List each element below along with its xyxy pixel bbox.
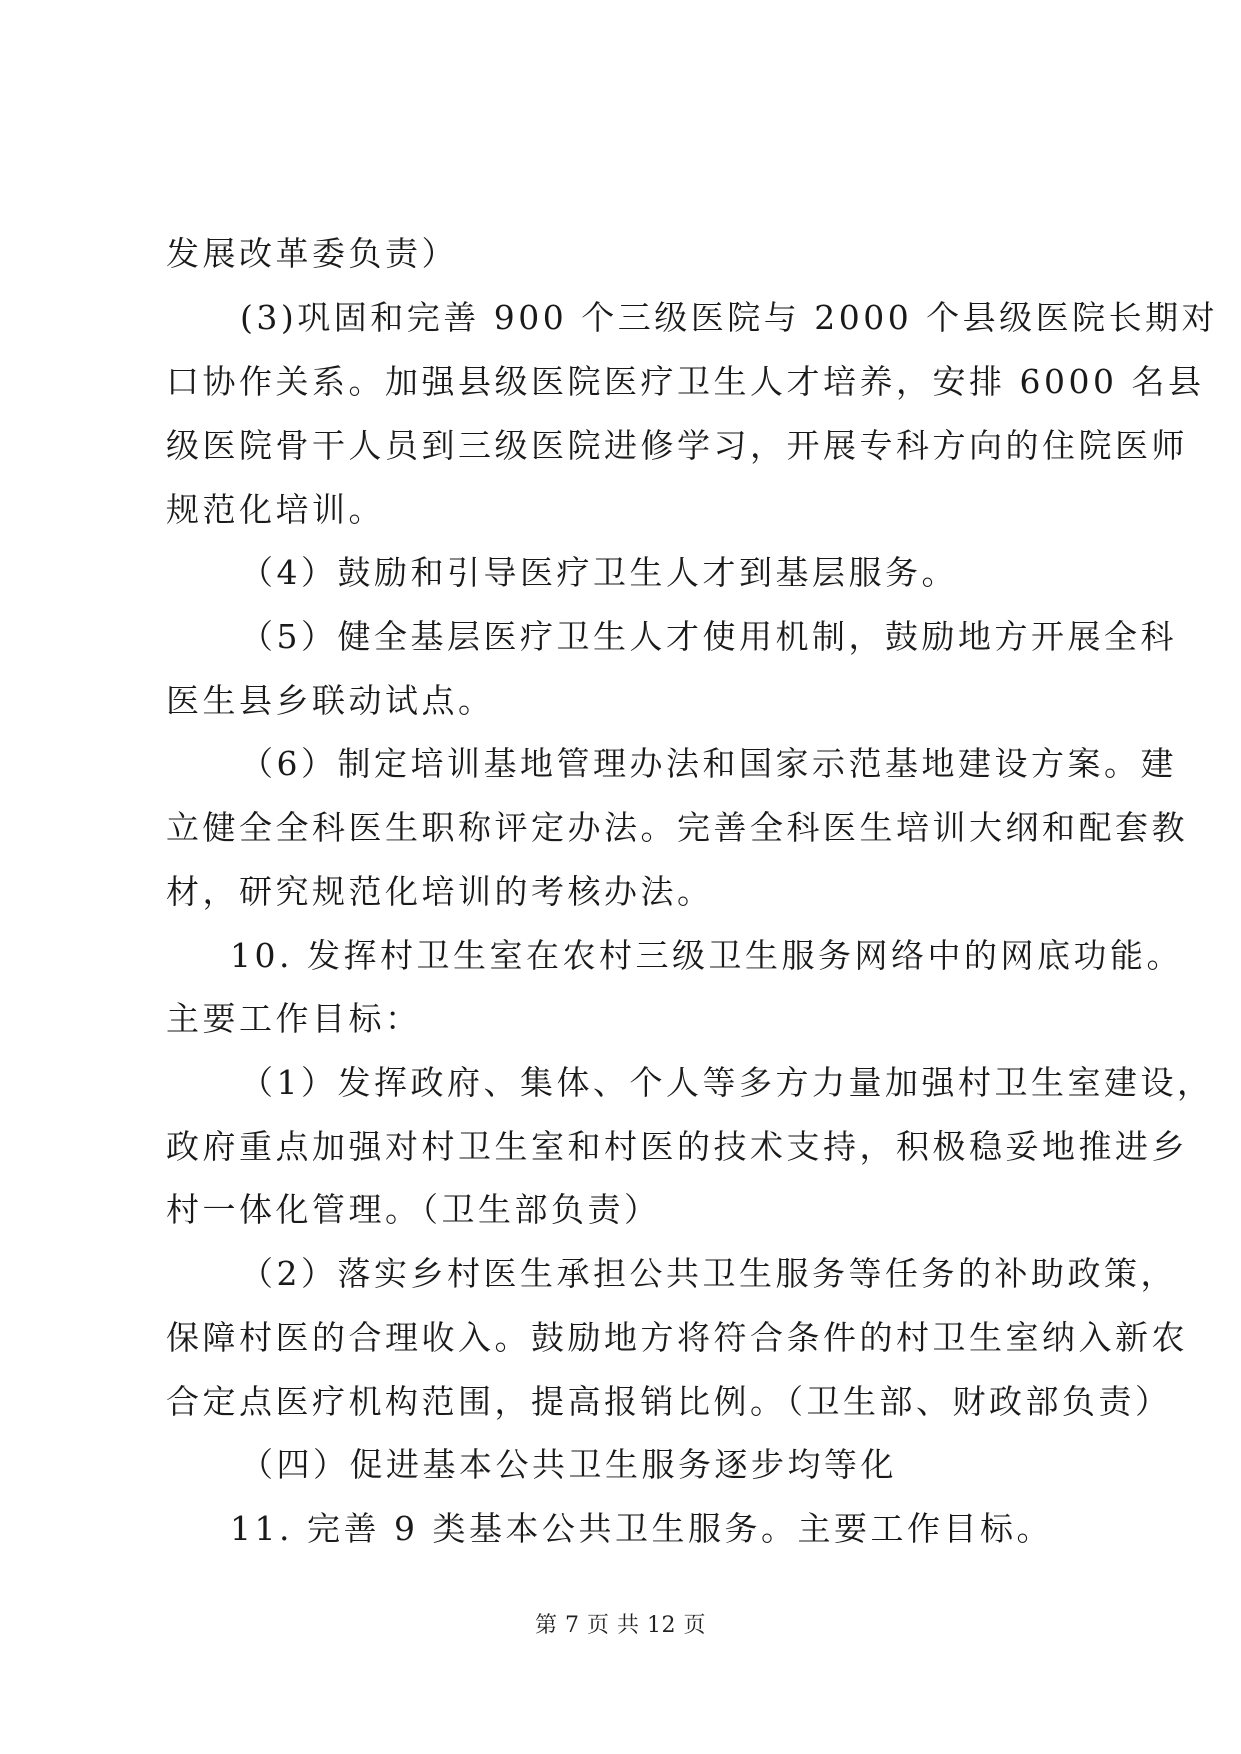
text-line: 政府重点加强对村卫生室和村医的技术支持，积极稳妥地推进乡: [166, 1127, 1188, 1166]
section-heading: 11. 完善 9 类基本公共卫生服务。主要工作目标。: [230, 1509, 1053, 1548]
text-line: 保障村医的合理收入。鼓励地方将符合条件的村卫生室纳入新农: [166, 1318, 1188, 1357]
text-line: （4）鼓励和引导医疗卫生人才到基层服务。: [240, 553, 958, 592]
text-line: 主要工作目标：: [166, 999, 422, 1038]
text-line: 口协作关系。加强县级医院医疗卫生人才培养，安排 6000 名县: [166, 362, 1205, 401]
text-line: 发展改革委负责）: [166, 234, 458, 273]
text-line: （2）落实乡村医生承担公共卫生服务等任务的补助政策，: [240, 1254, 1177, 1293]
section-heading: （四）促进基本公共卫生服务逐步均等化: [240, 1445, 897, 1484]
text-line: (3)巩固和完善 900 个三级医院与 2000 个县级医院长期对: [240, 298, 1219, 337]
text-line: 合定点医疗机构范围，提高报销比例。（卫生部、财政部负责）: [166, 1382, 1172, 1421]
text-line: （1）发挥政府、集体、个人等多方力量加强村卫生室建设，: [240, 1063, 1214, 1102]
text-line: 材，研究规范化培训的考核办法。: [166, 872, 714, 911]
text-line: 级医院骨干人员到三级医院进修学习，开展专科方向的住院医师: [166, 426, 1188, 465]
text-line: 村一体化管理。（卫生部负责）: [166, 1190, 661, 1229]
text-line: 规范化培训。: [166, 490, 385, 529]
text-line: 医生县乡联动试点。: [166, 681, 495, 720]
page-number: 第 7 页 共 12 页: [535, 1613, 706, 1638]
section-heading: 10. 发挥村卫生室在农村三级卫生服务网络中的网底功能。: [230, 936, 1183, 975]
text-line: （5）健全基层医疗卫生人才使用机制，鼓励地方开展全科: [240, 617, 1177, 656]
text-line: 立健全全科医生职称评定办法。完善全科医生培训大纲和配套教: [166, 808, 1188, 847]
text-line: （6）制定培训基地管理办法和国家示范基地建设方案。建: [240, 744, 1177, 783]
